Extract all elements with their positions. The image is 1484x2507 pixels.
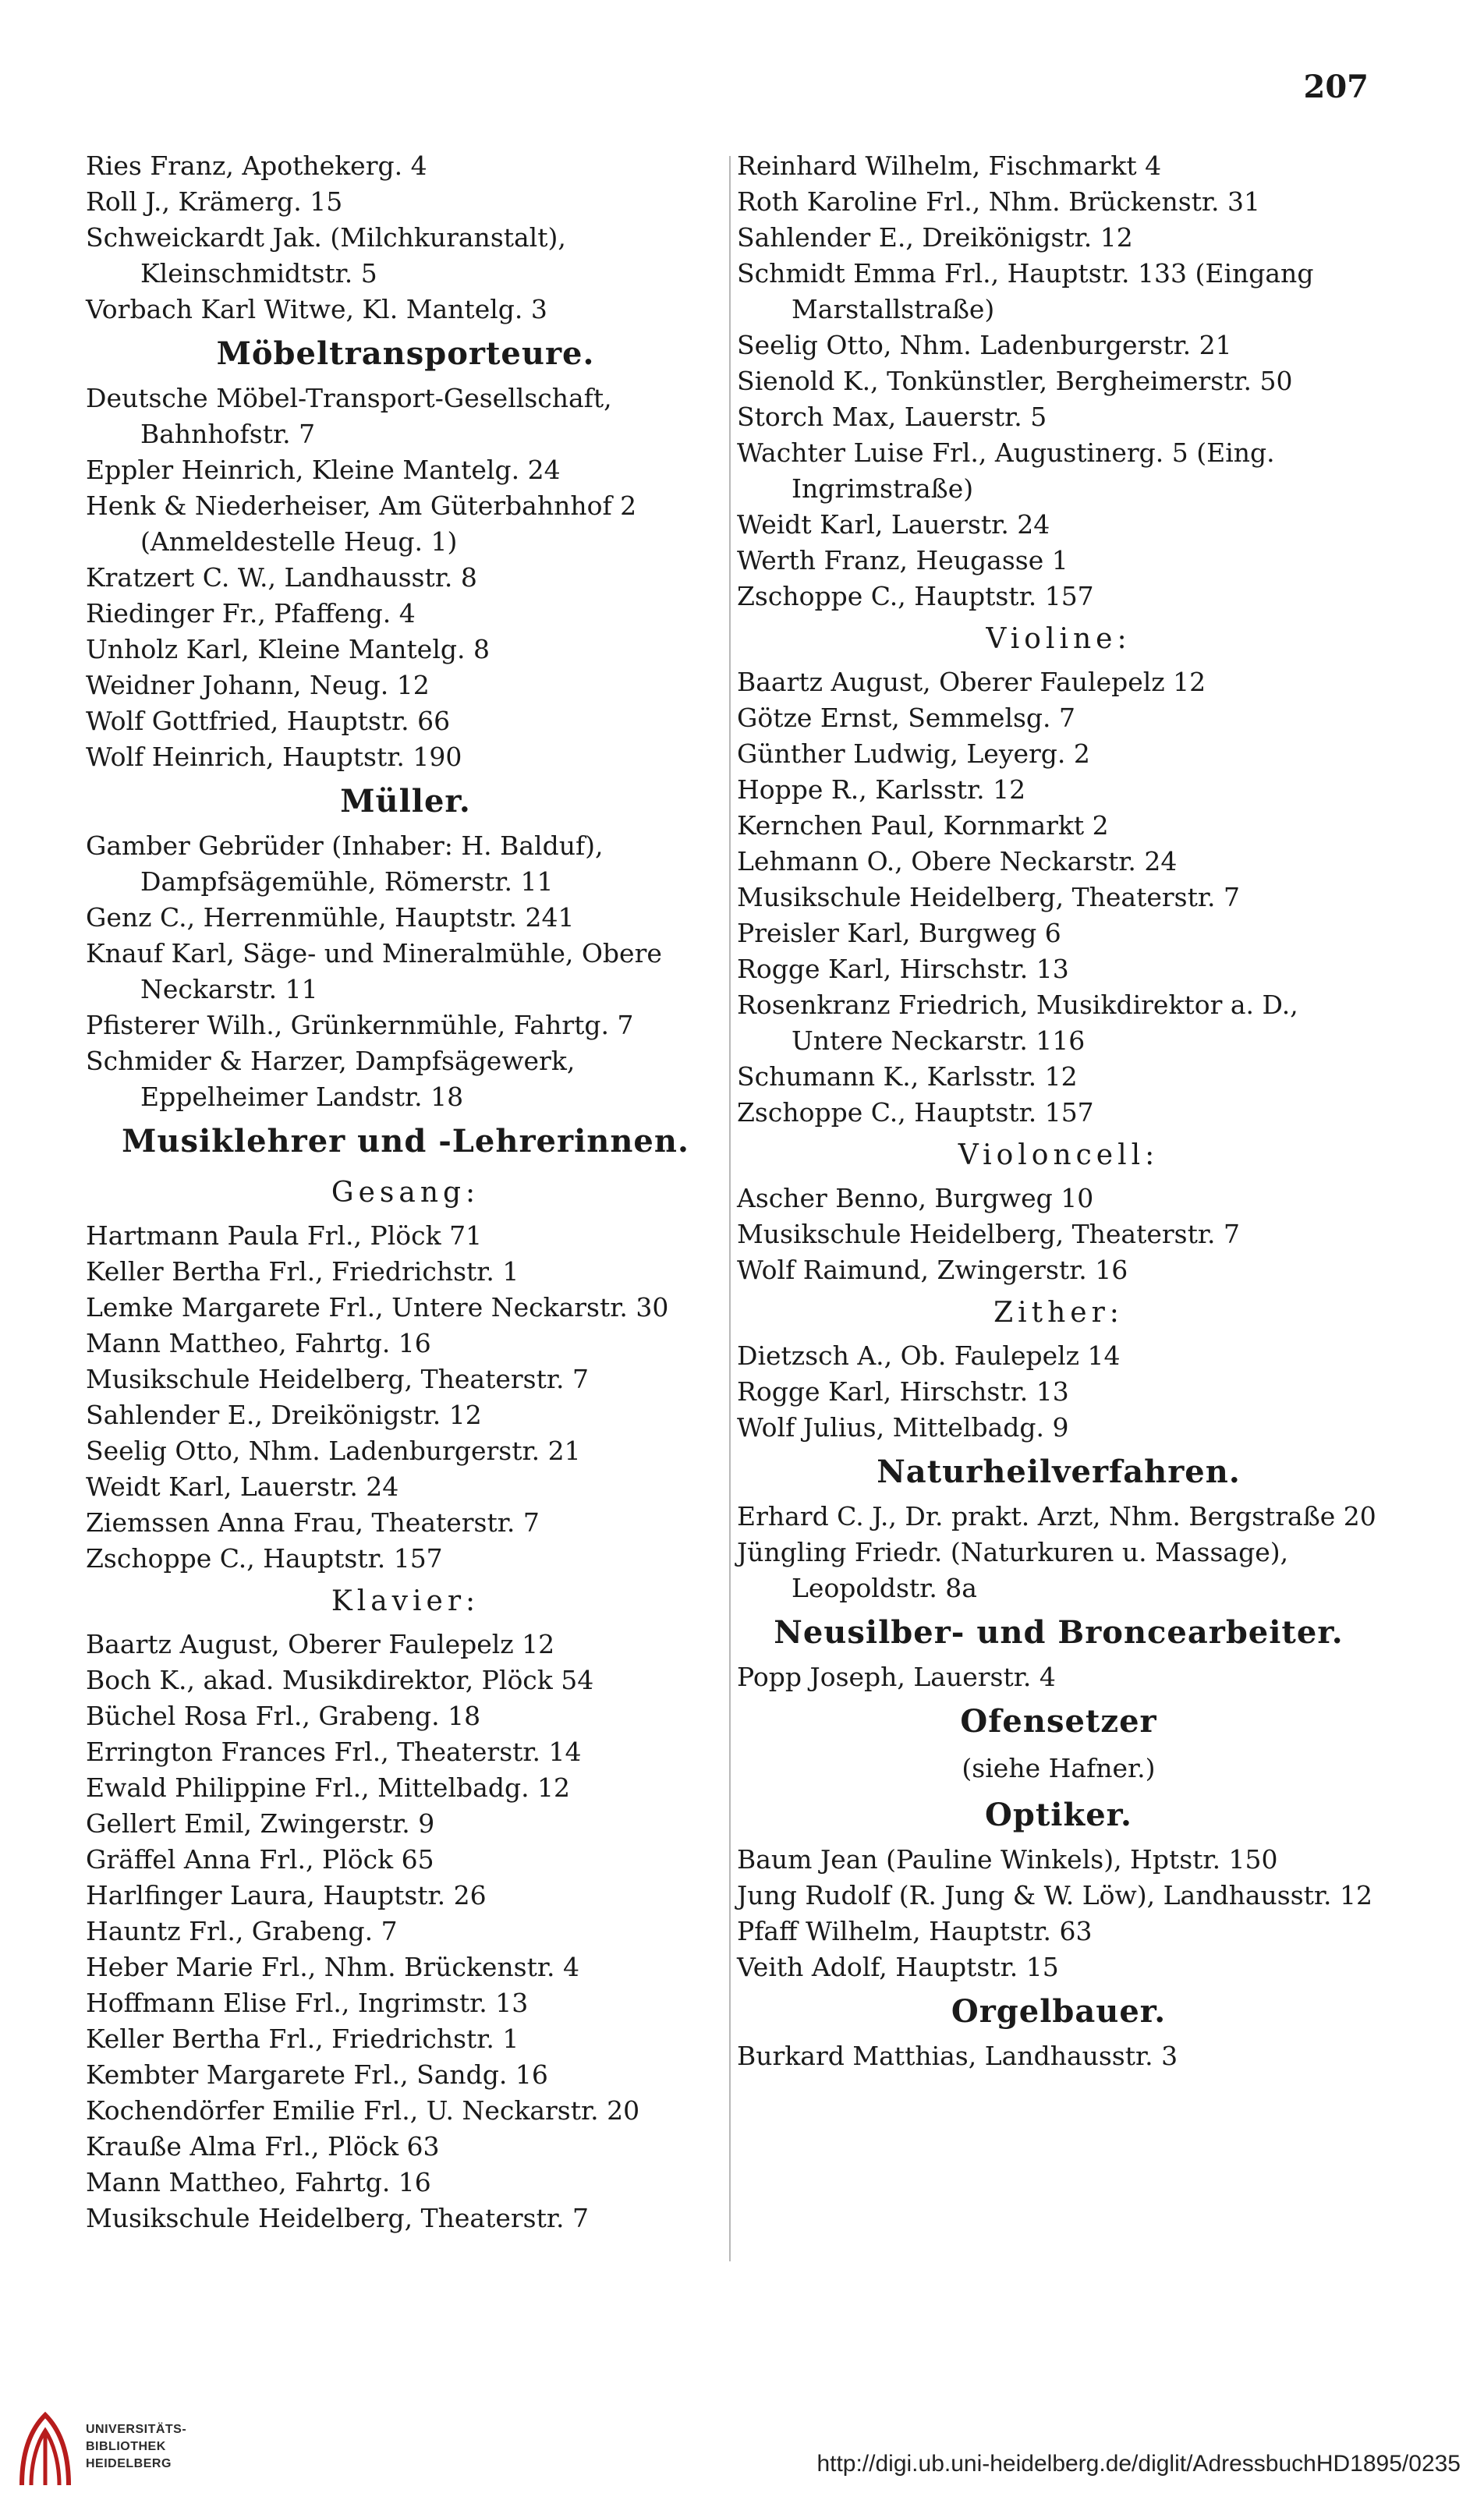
directory-entry: Schumann K., Karlsstr. 12 [737, 1061, 1078, 1092]
directory-entry: Werth Franz, Heugasse 1 [737, 545, 1068, 575]
directory-entry: Hoffmann Elise Frl., Ingrimstr. 13 [86, 1988, 529, 2018]
directory-section [737, 1288, 1380, 1338]
directory-section [737, 1695, 1380, 1748]
directory-entry: Zschoppe C., Hauptstr. 157 [737, 581, 1094, 611]
directory-entry: Gellert Emil, Zwingerstr. 9 [86, 1808, 435, 1839]
directory-entry: Götze Ernst, Semmelsg. 7 [737, 703, 1076, 733]
directory-entry: Ziemssen Anna Frau, Theaterstr. 7 [86, 1507, 540, 1538]
directory-entry: Sahlender E., Dreikönigstr. 12 [86, 1400, 482, 1430]
directory-section [737, 1748, 1380, 1789]
library-name [86, 2421, 218, 2473]
directory-section [86, 328, 725, 381]
directory-entry: Baum Jean (Pauline Winkels), Hptstr. 150 [737, 1844, 1278, 1875]
right-column [737, 148, 1380, 2074]
directory-section [737, 1985, 1380, 2038]
directory-entry: Popp Joseph, Lauerstr. 4 [737, 1662, 1056, 1692]
section-heading: Optiker. [985, 1797, 1132, 1833]
directory-section [737, 1181, 1380, 1288]
directory-entry: Günther Ludwig, Leyerg. 2 [737, 738, 1090, 769]
directory-entry: Wachter Luise Frl., Augustinerg. 5 (Eing. Ingrimstraße) [737, 437, 1275, 504]
section-subheading: Klavier: [331, 1585, 480, 1617]
directory-section [86, 1577, 725, 1627]
directory-entry: Genz C., Herrenmühle, Hauptstr. 241 [86, 902, 575, 933]
library-logo [14, 2407, 209, 2493]
directory-entry: Wolf Raimund, Zwingerstr. 16 [737, 1255, 1128, 1285]
library-name-line: BIBLIOTHEK [86, 2440, 166, 2453]
directory-entry: Henk & Niederheiser, Am Güterbahnhof 2 (Anmeldestelle Heug. 1) [86, 490, 637, 557]
directory-entry: Erhard C. J., Dr. prakt. Arzt, Nhm. Bergstraße 20 [737, 1501, 1376, 1531]
directory-entry: Musikschule Heidelberg, Theaterstr. 7 [86, 2203, 589, 2233]
directory-entry: Hoppe R., Karlsstr. 12 [737, 774, 1026, 805]
section-heading: Neusilber- und Broncearbeiter. [774, 1614, 1344, 1651]
directory-section [86, 381, 725, 775]
section-heading: Naturheilverfahren. [877, 1454, 1241, 1490]
directory-entry: Keller Bertha Frl., Friedrichstr. 1 [86, 2024, 519, 2054]
directory-entry: Kochendörfer Emilie Frl., U. Neckarstr. 20 [86, 2095, 640, 2126]
directory-section [737, 1659, 1380, 1695]
section-subheading: Violine: [986, 623, 1132, 655]
directory-entry: Storch Max, Lauerstr. 5 [737, 402, 1047, 432]
directory-section [737, 1606, 1380, 1659]
directory-entry: Seelig Otto, Nhm. Ladenburgerstr. 21 [86, 1436, 581, 1466]
section-heading: Müller. [340, 783, 471, 820]
directory-entry: Kembter Margarete Frl., Sandg. 16 [86, 2059, 548, 2090]
directory-entry: Rosenkranz Friedrich, Musikdirektor a. D., Untere Neckarstr. 116 [737, 990, 1298, 1056]
directory-section [737, 664, 1380, 1131]
directory-entry: Pfaff Wilhelm, Hauptstr. 63 [737, 1916, 1093, 1946]
directory-entry: Pfisterer Wilh., Grünkernmühle, Fahrtg. 7 [86, 1010, 634, 1040]
directory-section [86, 828, 725, 1115]
directory-entry: Musikschule Heidelberg, Theaterstr. 7 [737, 1219, 1240, 1249]
directory-section [737, 2038, 1380, 2074]
directory-entry: Vorbach Karl Witwe, Kl. Mantelg. 3 [86, 294, 547, 324]
directory-entry: Heber Marie Frl., Nhm. Brückenstr. 4 [86, 1952, 579, 1982]
section-heading: Musiklehrer und -Lehrerinnen. [122, 1123, 689, 1160]
section-subheading: Violoncell: [958, 1139, 1160, 1171]
directory-entry: Roth Karoline Frl., Nhm. Brückenstr. 31 [737, 186, 1261, 217]
directory-entry: Preisler Karl, Burgweg 6 [737, 918, 1061, 948]
directory-entry: Krauße Alma Frl., Plöck 63 [86, 2131, 440, 2162]
directory-entry: Wolf Gottfried, Hauptstr. 66 [86, 706, 451, 736]
directory-entry: Büchel Rosa Frl., Grabeng. 18 [86, 1701, 481, 1731]
directory-section [86, 1168, 725, 1218]
directory-entry: Reinhard Wilhelm, Fischmarkt 4 [737, 150, 1162, 181]
directory-entry: Boch K., akad. Musikdirektor, Plöck 54 [86, 1665, 594, 1695]
directory-entry: Hauntz Frl., Grabeng. 7 [86, 1916, 398, 1946]
directory-section [737, 614, 1380, 664]
source-url[interactable]: http://digi.ub.uni-heidelberg.de/diglit/AdressbuchHD1895/0235 [816, 2451, 1461, 2477]
directory-entry: Errington Frances Frl., Theaterstr. 14 [86, 1737, 582, 1767]
directory-entry: Ewald Philippine Frl., Mittelbadg. 12 [86, 1772, 571, 1803]
library-name-line: UNIVERSITÄTS- [86, 2423, 187, 2436]
directory-entry: Knauf Karl, Säge- und Mineralmühle, Obere Neckarstr. 11 [86, 938, 662, 1004]
section-note: (siehe Hafner.) [962, 1753, 1156, 1783]
directory-entry: Kratzert C. W., Landhausstr. 8 [86, 562, 477, 593]
directory-entry: Mann Mattheo, Fahrtg. 16 [86, 1328, 431, 1358]
directory-section [737, 148, 1380, 614]
directory-section [86, 1627, 725, 2236]
directory-entry: Eppler Heinrich, Kleine Mantelg. 24 [86, 455, 561, 485]
library-name-line: HEIDELBERG [86, 2457, 172, 2470]
section-subheading: Zither: [993, 1297, 1124, 1329]
directory-entry: Lemke Margarete Frl., Untere Neckarstr. 30 [86, 1292, 669, 1323]
footer [0, 2398, 1484, 2507]
directory-entry: Schweickardt Jak. (Milchkuranstalt), Kleinschmidtstr. 5 [86, 222, 566, 289]
directory-section [737, 1446, 1380, 1499]
directory-entry: Veith Adolf, Hauptstr. 15 [737, 1952, 1059, 1982]
directory-entry: Schmidt Emma Frl., Hauptstr. 133 (Eingang Marstallstraße) [737, 258, 1314, 324]
directory-entry: Gräffel Anna Frl., Plöck 65 [86, 1844, 434, 1875]
directory-entry: Seelig Otto, Nhm. Ladenburgerstr. 21 [737, 330, 1232, 360]
directory-section [86, 148, 725, 328]
directory-entry: Weidt Karl, Lauerstr. 24 [86, 1471, 399, 1502]
directory-entry: Weidner Johann, Neug. 12 [86, 670, 430, 700]
directory-entry: Sahlender E., Dreikönigstr. 12 [737, 222, 1133, 253]
directory-entry: Mann Mattheo, Fahrtg. 16 [86, 2167, 431, 2197]
directory-entry: Schmider & Harzer, Dampfsägewerk, Eppelheimer Landstr. 18 [86, 1046, 576, 1112]
directory-section [86, 1115, 725, 1168]
directory-entry: Ries Franz, Apothekerg. 4 [86, 150, 427, 181]
section-subheading: Gesang: [331, 1177, 480, 1209]
directory-entry: Musikschule Heidelberg, Theaterstr. 7 [737, 882, 1240, 912]
directory-entry: Wolf Heinrich, Hauptstr. 190 [86, 742, 462, 772]
directory-entry: Harlfinger Laura, Hauptstr. 26 [86, 1880, 487, 1910]
directory-section [86, 775, 725, 828]
directory-entry: Gamber Gebrüder (Inhaber: H. Balduf), Dampfsägemühle, Römerstr. 11 [86, 830, 604, 897]
page-number: 207 [1303, 69, 1369, 105]
directory-entry: Weidt Karl, Lauerstr. 24 [737, 509, 1050, 540]
directory-entry: Keller Bertha Frl., Friedrichstr. 1 [86, 1256, 519, 1287]
directory-section [737, 1338, 1380, 1446]
directory-entry: Jung Rudolf (R. Jung & W. Löw), Landhausstr. 12 [737, 1880, 1373, 1910]
directory-entry: Zschoppe C., Hauptstr. 157 [737, 1097, 1094, 1128]
section-heading: Ofensetzer [960, 1703, 1157, 1740]
left-column [86, 148, 725, 2236]
directory-entry: Musikschule Heidelberg, Theaterstr. 7 [86, 1364, 589, 1394]
directory-entry: Sienold K., Tonkünstler, Bergheimerstr. 50 [737, 366, 1293, 396]
directory-entry: Unholz Karl, Kleine Mantelg. 8 [86, 634, 490, 664]
directory-entry: Riedinger Fr., Pfaffeng. 4 [86, 598, 416, 629]
directory-entry: Deutsche Möbel-Transport-Gesellschaft, Bahnhofstr. 7 [86, 383, 612, 449]
directory-entry: Zschoppe C., Hauptstr. 157 [86, 1543, 443, 1574]
directory-entry: Baartz August, Oberer Faulepelz 12 [86, 1629, 555, 1659]
directory-section [737, 1842, 1380, 1985]
directory-section [737, 1499, 1380, 1606]
directory-entry: Baartz August, Oberer Faulepelz 12 [737, 667, 1206, 697]
section-heading: Möbeltransporteure. [216, 335, 595, 372]
directory-entry: Hartmann Paula Frl., Plöck 71 [86, 1220, 483, 1251]
column-divider [729, 156, 731, 2261]
directory-entry: Roll J., Krämerg. 15 [86, 186, 343, 217]
directory-entry: Kernchen Paul, Kornmarkt 2 [737, 810, 1109, 841]
directory-entry: Rogge Karl, Hirschstr. 13 [737, 954, 1069, 984]
directory-section [737, 1789, 1380, 1842]
directory-entry: Ascher Benno, Burgweg 10 [737, 1183, 1094, 1213]
directory-entry: Wolf Julius, Mittelbadg. 9 [737, 1412, 1069, 1443]
directory-entry: Burkard Matthias, Landhausstr. 3 [737, 2041, 1178, 2071]
directory-entry: Dietzsch A., Ob. Faulepelz 14 [737, 1340, 1121, 1371]
directory-entry: Jüngling Friedr. (Naturkuren u. Massage), Leopoldstr. 8a [737, 1537, 1289, 1603]
directory-entry: Lehmann O., Obere Neckarstr. 24 [737, 846, 1178, 876]
library-seal-icon [14, 2407, 76, 2493]
directory-section [737, 1131, 1380, 1181]
directory-section [86, 1218, 725, 1577]
section-heading: Orgelbauer. [951, 1993, 1167, 2030]
directory-entry: Rogge Karl, Hirschstr. 13 [737, 1376, 1069, 1407]
